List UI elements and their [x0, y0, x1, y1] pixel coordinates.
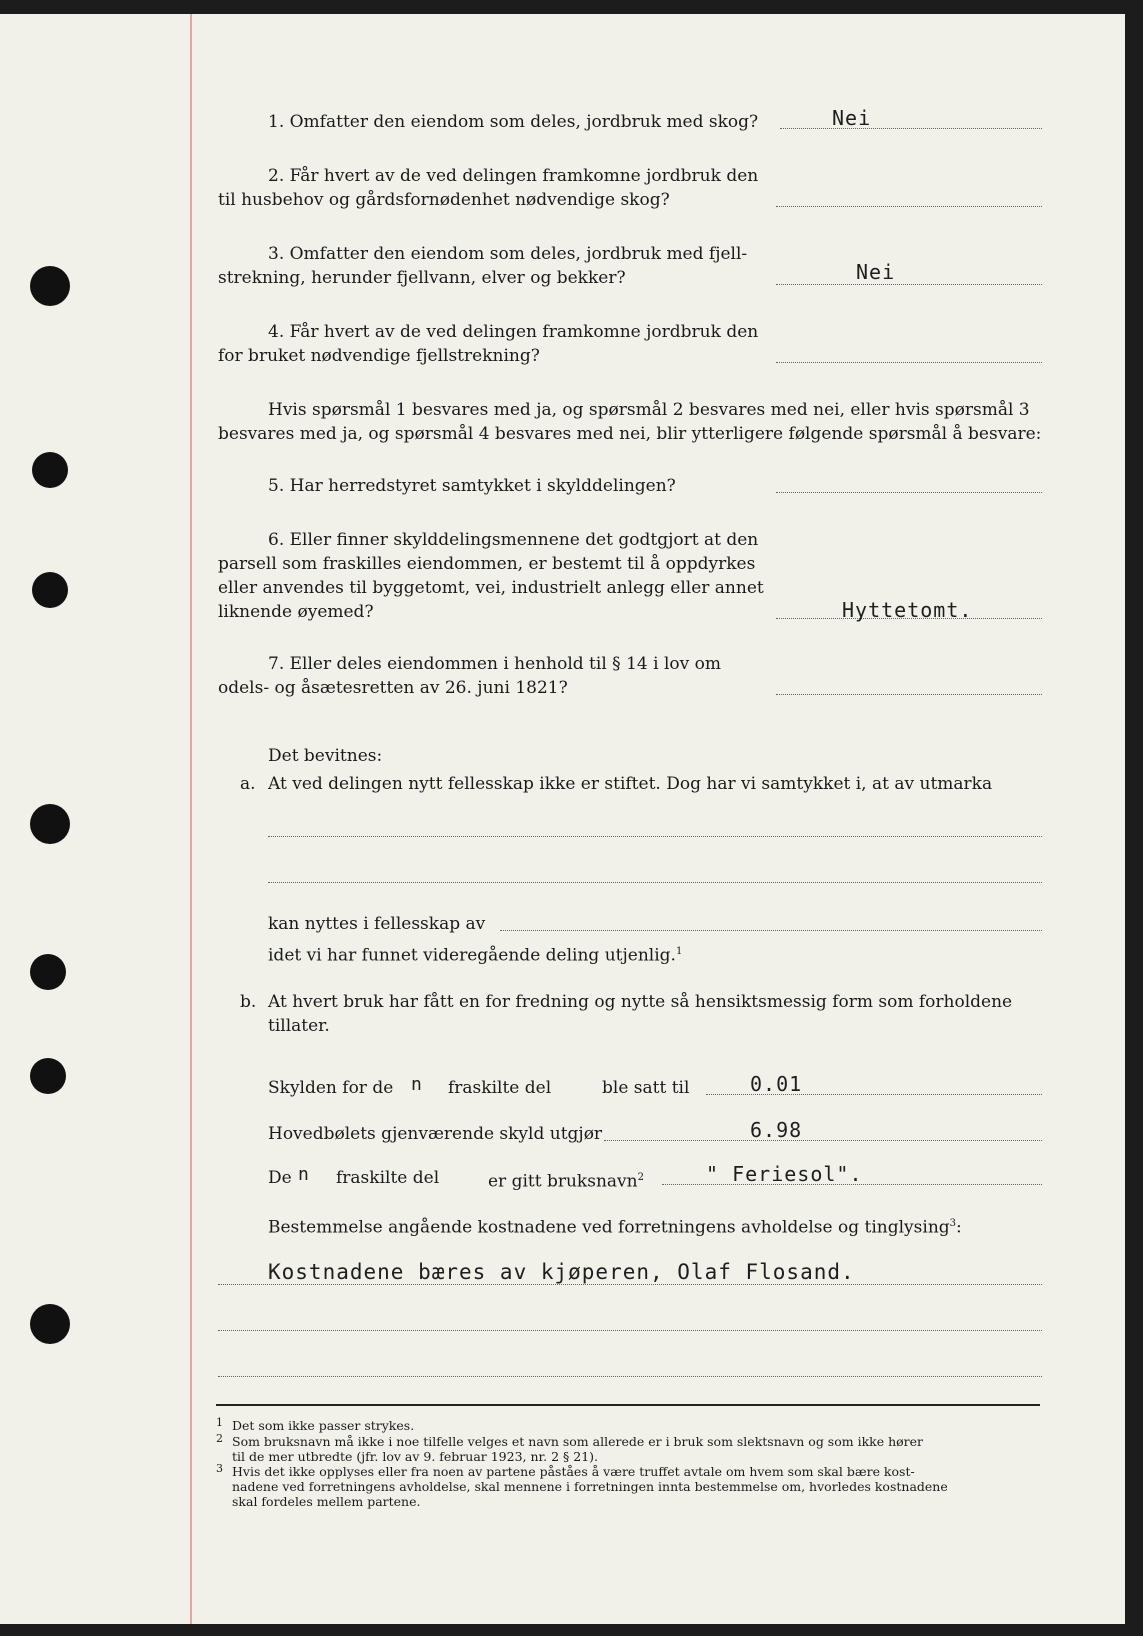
question-2-line1: 2. Får hvert av de ved delingen framkomne jordbruk den [268, 166, 759, 186]
attest-a-end-text: idet vi har funnet videregående deling utjenlig. [268, 945, 676, 966]
footnote-2-line1: Som bruksnavn må ikke i noe tilfelle velges et navn som allerede er i bruk som slektsnavn og som ikke hører [232, 1434, 924, 1449]
hovedbol-label: Hovedbølets gjenværende skyld utgjør [268, 1124, 603, 1144]
bruksnavn-de: De [268, 1168, 292, 1188]
attest-a-text: At ved delingen nytt fellesskap ikke er stiftet. Dog har vi samtykket i, at av utmarka [268, 774, 993, 794]
kostnad-label: Bestemmelse angående kostnadene ved forretningens avholdelse og tinglysing$^3$: [268, 1217, 962, 1238]
question-7-line2: odels- og åsætesretten av 26. juni 1821? [218, 678, 568, 698]
skyld-n: n [411, 1074, 423, 1095]
bruksnavn-n: n [298, 1164, 310, 1185]
kostnad-value: Kostnadene bæres av kjøperen, Olaf Flosand. [268, 1260, 855, 1284]
skyld-label: Skylden for de [268, 1078, 394, 1098]
attest-b-line1: At hvert bruk har fått en for fredning og nytte så hensiktsmessig form som forholdene [268, 992, 1013, 1012]
punch-hole [32, 572, 68, 608]
question-4-line2: for bruket nødvendige fjellstrekning? [218, 346, 540, 366]
footnote-1: Det som ikke passer strykes. [232, 1418, 415, 1433]
answer-line-7 [776, 694, 1042, 695]
footnote-2-line2: til de mer utbredte (jfr. lov av 9. februar 1923, nr. 2 § 21). [232, 1449, 598, 1464]
footnote-3-line2: nadene ved forretningens avholdelse, skal mennene i forretningen innta bestemmelse om, hvorledes kostnadene [232, 1479, 948, 1494]
skyld-value: 0.01 [750, 1072, 803, 1096]
attest-a-common: kan nyttes i fellesskap av [268, 914, 486, 934]
bruksnavn-fraskilte: fraskilte del [336, 1168, 440, 1188]
punch-hole [30, 954, 66, 990]
skyld-satt-til: ble satt til [602, 1078, 690, 1098]
footnote-number: 2 [216, 1432, 223, 1445]
question-1: 1. Omfatter den eiendom som deles, jordbruk med skog? [268, 112, 759, 132]
attest-a-line1 [268, 836, 1042, 837]
attest-a-common-line [500, 930, 1042, 931]
hovedbol-value: 6.98 [750, 1118, 803, 1142]
answer-line-1 [780, 128, 1042, 129]
attest-a-label: a. [240, 774, 256, 794]
question-7-line1: 7. Eller deles eiendommen i henhold til § 14 i lov om [268, 654, 721, 674]
kostnad-line1 [218, 1284, 1042, 1285]
attest-b-line2: tillater. [268, 1016, 330, 1036]
answer-line-5 [776, 492, 1042, 493]
footnote-ref: 3 [949, 1218, 957, 1229]
punch-hole [30, 1304, 70, 1344]
footnote-3-line1: Hvis det ikke opplyses eller fra noen av partene påståes å være truffet avtale om hvem som skal bære kost- [232, 1464, 915, 1479]
punch-hole [32, 452, 68, 488]
question-4-line1: 4. Får hvert av de ved delingen framkomne jordbruk den [268, 322, 759, 342]
punch-hole [30, 804, 70, 844]
footnote-ref: 1 [675, 946, 683, 957]
attest-a-end [268, 940, 682, 968]
answer-line-2 [776, 206, 1042, 207]
document-page [0, 14, 1125, 1624]
bruksnavn-label-text: er gitt bruksnavn [488, 1171, 638, 1192]
condition-line1: Hvis spørsmål 1 besvares med ja, og spørsmål 2 besvares med nei, eller hvis spørsmål 3 [268, 400, 1030, 420]
attest-heading: Det bevitnes: [268, 746, 383, 766]
question-6-line3: eller anvendes til byggetomt, vei, industrielt anlegg eller annet [218, 578, 764, 598]
footnote-ref: 2 [637, 1172, 644, 1183]
margin-line [190, 14, 192, 1624]
question-3-line1: 3. Omfatter den eiendom som deles, jordbruk med fjell- [268, 244, 748, 264]
kostnad-line2 [218, 1330, 1042, 1331]
question-6-line1: 6. Eller finner skylddelingsmennene det godtgjort at den [268, 530, 759, 550]
attest-a-line2 [268, 882, 1042, 883]
question-2-line2: til husbehov og gårdsfornødenhet nødvendige skog? [218, 190, 670, 210]
skyld-fraskilte: fraskilte del [448, 1078, 552, 1098]
footnote-separator [216, 1404, 1040, 1406]
kostnad-label-text: Bestemmelse angående kostnadene ved forretningens avholdelse og tinglysing [268, 1217, 950, 1238]
kostnad-line3 [218, 1376, 1042, 1377]
punch-hole [30, 1058, 66, 1094]
question-3-line2: strekning, herunder fjellvann, elver og bekker? [218, 268, 626, 288]
punch-hole [30, 266, 70, 306]
hovedbol-line [604, 1140, 1042, 1141]
answer-1: Nei [832, 106, 872, 130]
condition-line2: besvares med ja, og spørsmål 4 besvares med nei, blir ytterligere følgende spørsmål å besvare: [218, 424, 1042, 444]
answer-6: Hyttetomt. [842, 598, 973, 622]
footnote-3-line3: skal fordeles mellem partene. [232, 1494, 421, 1509]
bruksnavn-value: " Feriesol". [706, 1162, 863, 1186]
footnote-number: 3 [216, 1462, 223, 1475]
answer-3: Nei [856, 260, 896, 284]
answer-line-4 [776, 362, 1042, 363]
attest-b-label: b. [240, 992, 257, 1012]
bruksnavn-label [488, 1166, 644, 1194]
question-6-line2: parsell som fraskilles eiendommen, er bestemt til å oppdyrkes [218, 554, 756, 574]
question-6-line4: liknende øyemed? [218, 602, 374, 622]
answer-line-3 [776, 284, 1042, 285]
question-5: 5. Har herredstyret samtykket i skylddelingen? [268, 476, 676, 496]
footnote-number: 1 [216, 1416, 223, 1429]
